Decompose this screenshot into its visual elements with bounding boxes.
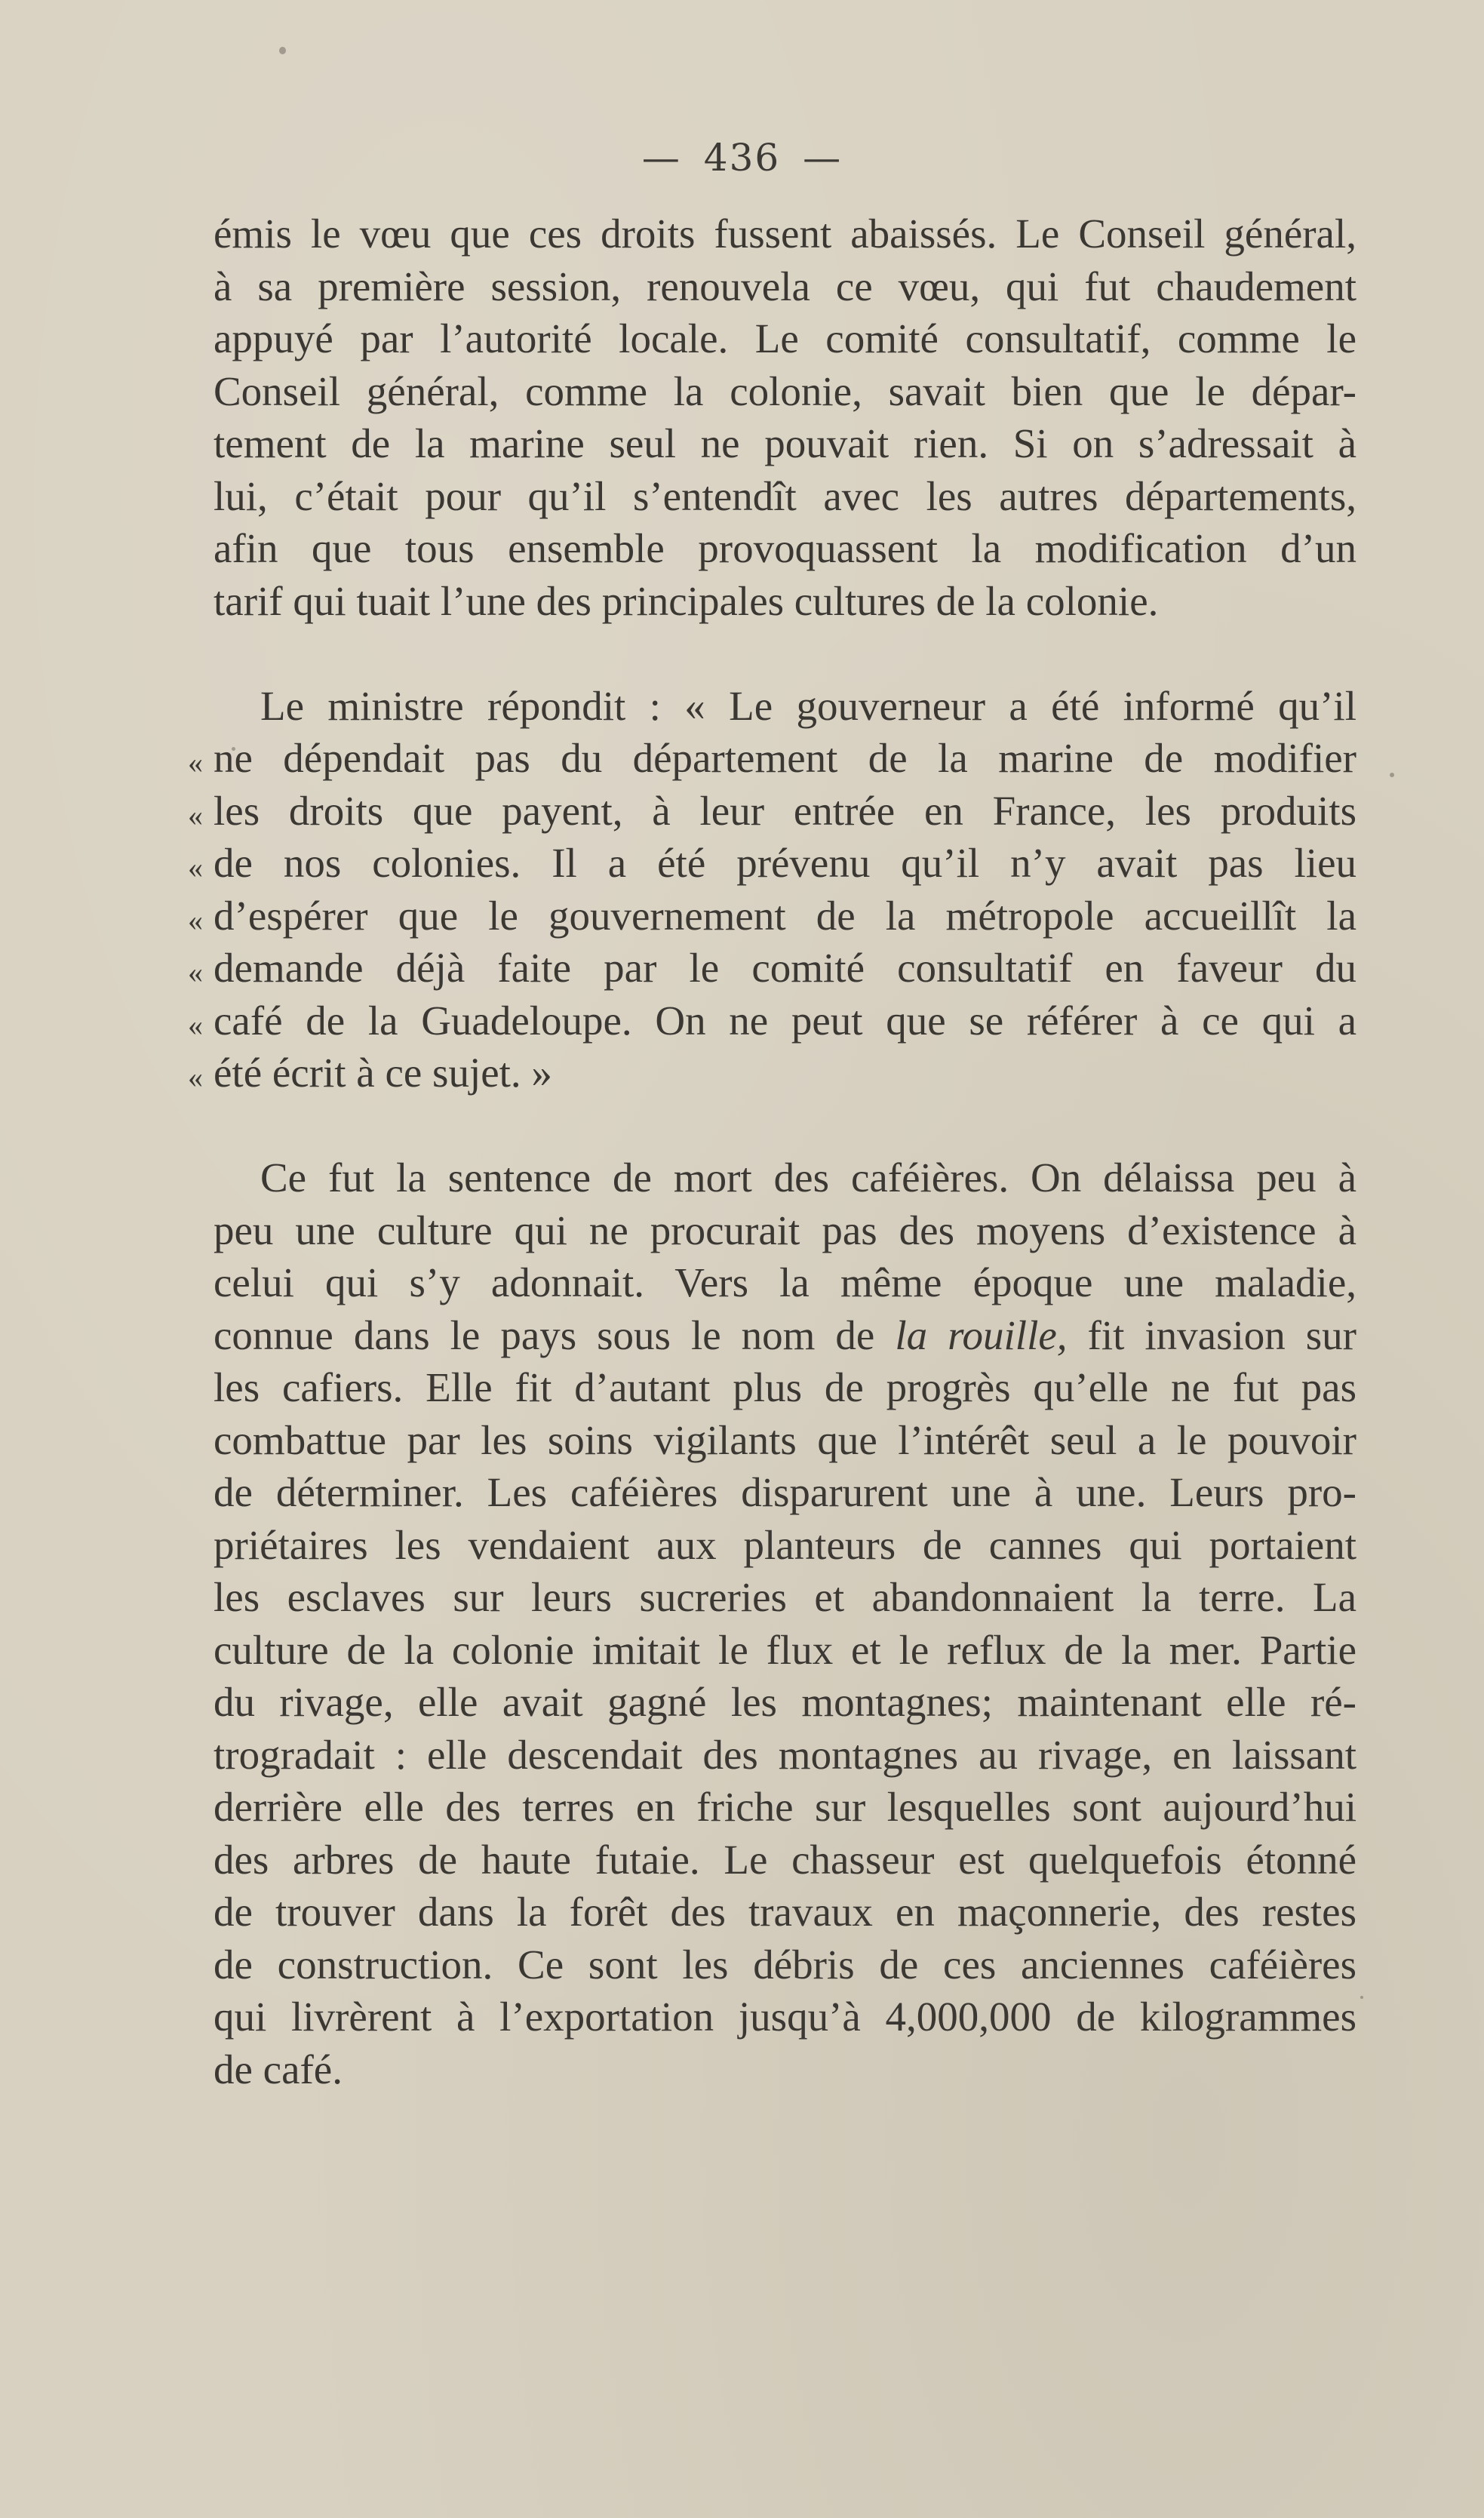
text-line: demande déjà faite par le comité consultatif en faveur du: [214, 945, 1356, 991]
text-fragment: connue dans le pays sous le nom de: [214, 1311, 896, 1358]
italic-phrase: la rouille,: [895, 1311, 1068, 1358]
quote-line: [188, 890, 1356, 942]
text-line: émis le vœu que ces droits fussent abaissés. Le Conseil général,: [214, 211, 1356, 257]
text-line: de café.: [214, 2046, 343, 2092]
quote-line: [188, 1047, 1356, 1099]
text-line: derrière elle des terres en friche sur lesquelles sont aujourd’hui: [214, 1784, 1356, 1830]
text-line: du rivage, elle avait gagné les montagnes; maintenant elle ré-: [214, 1679, 1356, 1725]
text-line: culture de la colonie imitait le flux et le reflux de la mer. Partie: [214, 1626, 1356, 1673]
quote-mark: «: [188, 1060, 203, 1094]
text-line: peu une culture qui ne procurait pas des moyens d’existence à: [214, 1207, 1356, 1253]
text-line: lui, c’était pour qu’il s’entendît avec les autres départements,: [214, 472, 1356, 519]
quote-line: [188, 942, 1356, 995]
text-line-with-italic: [214, 1309, 1356, 1362]
text-line: les cafiers. Elle fit d’autant plus de progrès qu’elle ne fut pas: [214, 1364, 1356, 1410]
paper-speck: [279, 47, 286, 54]
quote-line: [188, 837, 1356, 890]
quote-line: [188, 995, 1356, 1047]
text-line: Le ministre répondit : « Le gouverneur a été informé qu’il: [260, 682, 1356, 729]
text-line: celui qui s’y adonnait. Vers la même époque une maladie,: [214, 1259, 1356, 1305]
quote-mark: «: [188, 850, 203, 884]
quote-mark: «: [188, 798, 203, 832]
paragraph-gap: [214, 627, 1356, 680]
text-line: à sa première session, renouvela ce vœu, qui fut chaudement: [214, 263, 1356, 309]
page-number: [0, 136, 1484, 180]
text-line: qui livrèrent à l’exportation jusqu’à 4,000,000 de kilogrammes: [214, 1994, 1356, 2040]
text-line: les droits que payent, à leur entrée en France, les produits: [214, 787, 1356, 834]
text-line: d’espérer que le gouvernement de la métropole accueillît la: [214, 892, 1356, 939]
text-line: de trouver dans la forêt des travaux en maçonnerie, des restes: [214, 1889, 1356, 1935]
quote-line: [188, 732, 1356, 785]
text-line: été écrit à ce sujet. »: [214, 1050, 552, 1096]
paper-speck: [1390, 773, 1394, 777]
paper-speck: [232, 747, 235, 751]
paragraph-1: [214, 208, 1356, 627]
paragraph-3: [214, 1151, 1356, 2095]
quote-mark: «: [188, 746, 203, 779]
body-text: [188, 208, 1356, 2095]
text-line: combattue par les soins vigilants que l’intérêt seul a le pouvoir: [214, 1416, 1356, 1463]
text-line: des arbres de haute futaie. Le chasseur est quelquefois étonné: [214, 1836, 1356, 1883]
text-line: de nos colonies. Il a été prévenu qu’il n’y avait pas lieu: [214, 840, 1356, 886]
folio-dash-right: —: [803, 136, 843, 180]
quote-mark: «: [188, 955, 203, 989]
text-line: de construction. Ce sont les débris de ces anciennes caféières: [214, 1941, 1356, 1988]
text-line: appuyé par l’autorité locale. Le comité consultatif, comme le: [214, 315, 1356, 361]
text-line: priétaires les vendaient aux planteurs de cannes qui portaient: [214, 1521, 1356, 1568]
text-line: ne dépendait pas du département de la marine de modifier: [214, 735, 1356, 781]
folio-dash-left: —: [641, 136, 681, 180]
paragraph-gap: [214, 1099, 1356, 1152]
quote-mark: «: [188, 1007, 203, 1042]
text-line: tarif qui tuait l’une des principales cultures de la colonie.: [214, 577, 1159, 624]
text-line: café de la Guadeloupe. On ne peut que se référer à ce qui a: [214, 997, 1356, 1044]
paper-speck: [1360, 1996, 1363, 1999]
text-line: afin que tous ensemble provoquassent la modification d’un: [214, 525, 1356, 571]
text-fragment: fit invasion sur: [1067, 1311, 1356, 1358]
text-line: trogradait : elle descendait des montagnes au rivage, en laissant: [214, 1731, 1356, 1778]
paragraph-2: [188, 680, 1356, 1099]
quote-mark: «: [188, 902, 203, 937]
text-line: de déterminer. Les caféières disparurent une à une. Leurs pro-: [214, 1469, 1356, 1515]
text-line: les esclaves sur leurs sucreries et abandonnaient la terre. La: [214, 1574, 1356, 1620]
text-line: Ce fut la sentence de mort des caféières. On délaissa peu à: [260, 1154, 1356, 1201]
text-line: Conseil général, comme la colonie, savait bien que le dépar-: [214, 367, 1356, 414]
folio-number: 436: [703, 136, 781, 180]
quote-line: [188, 785, 1356, 838]
text-line: tement de la marine seul ne pouvait rien. Si on s’adressait à: [214, 420, 1356, 466]
